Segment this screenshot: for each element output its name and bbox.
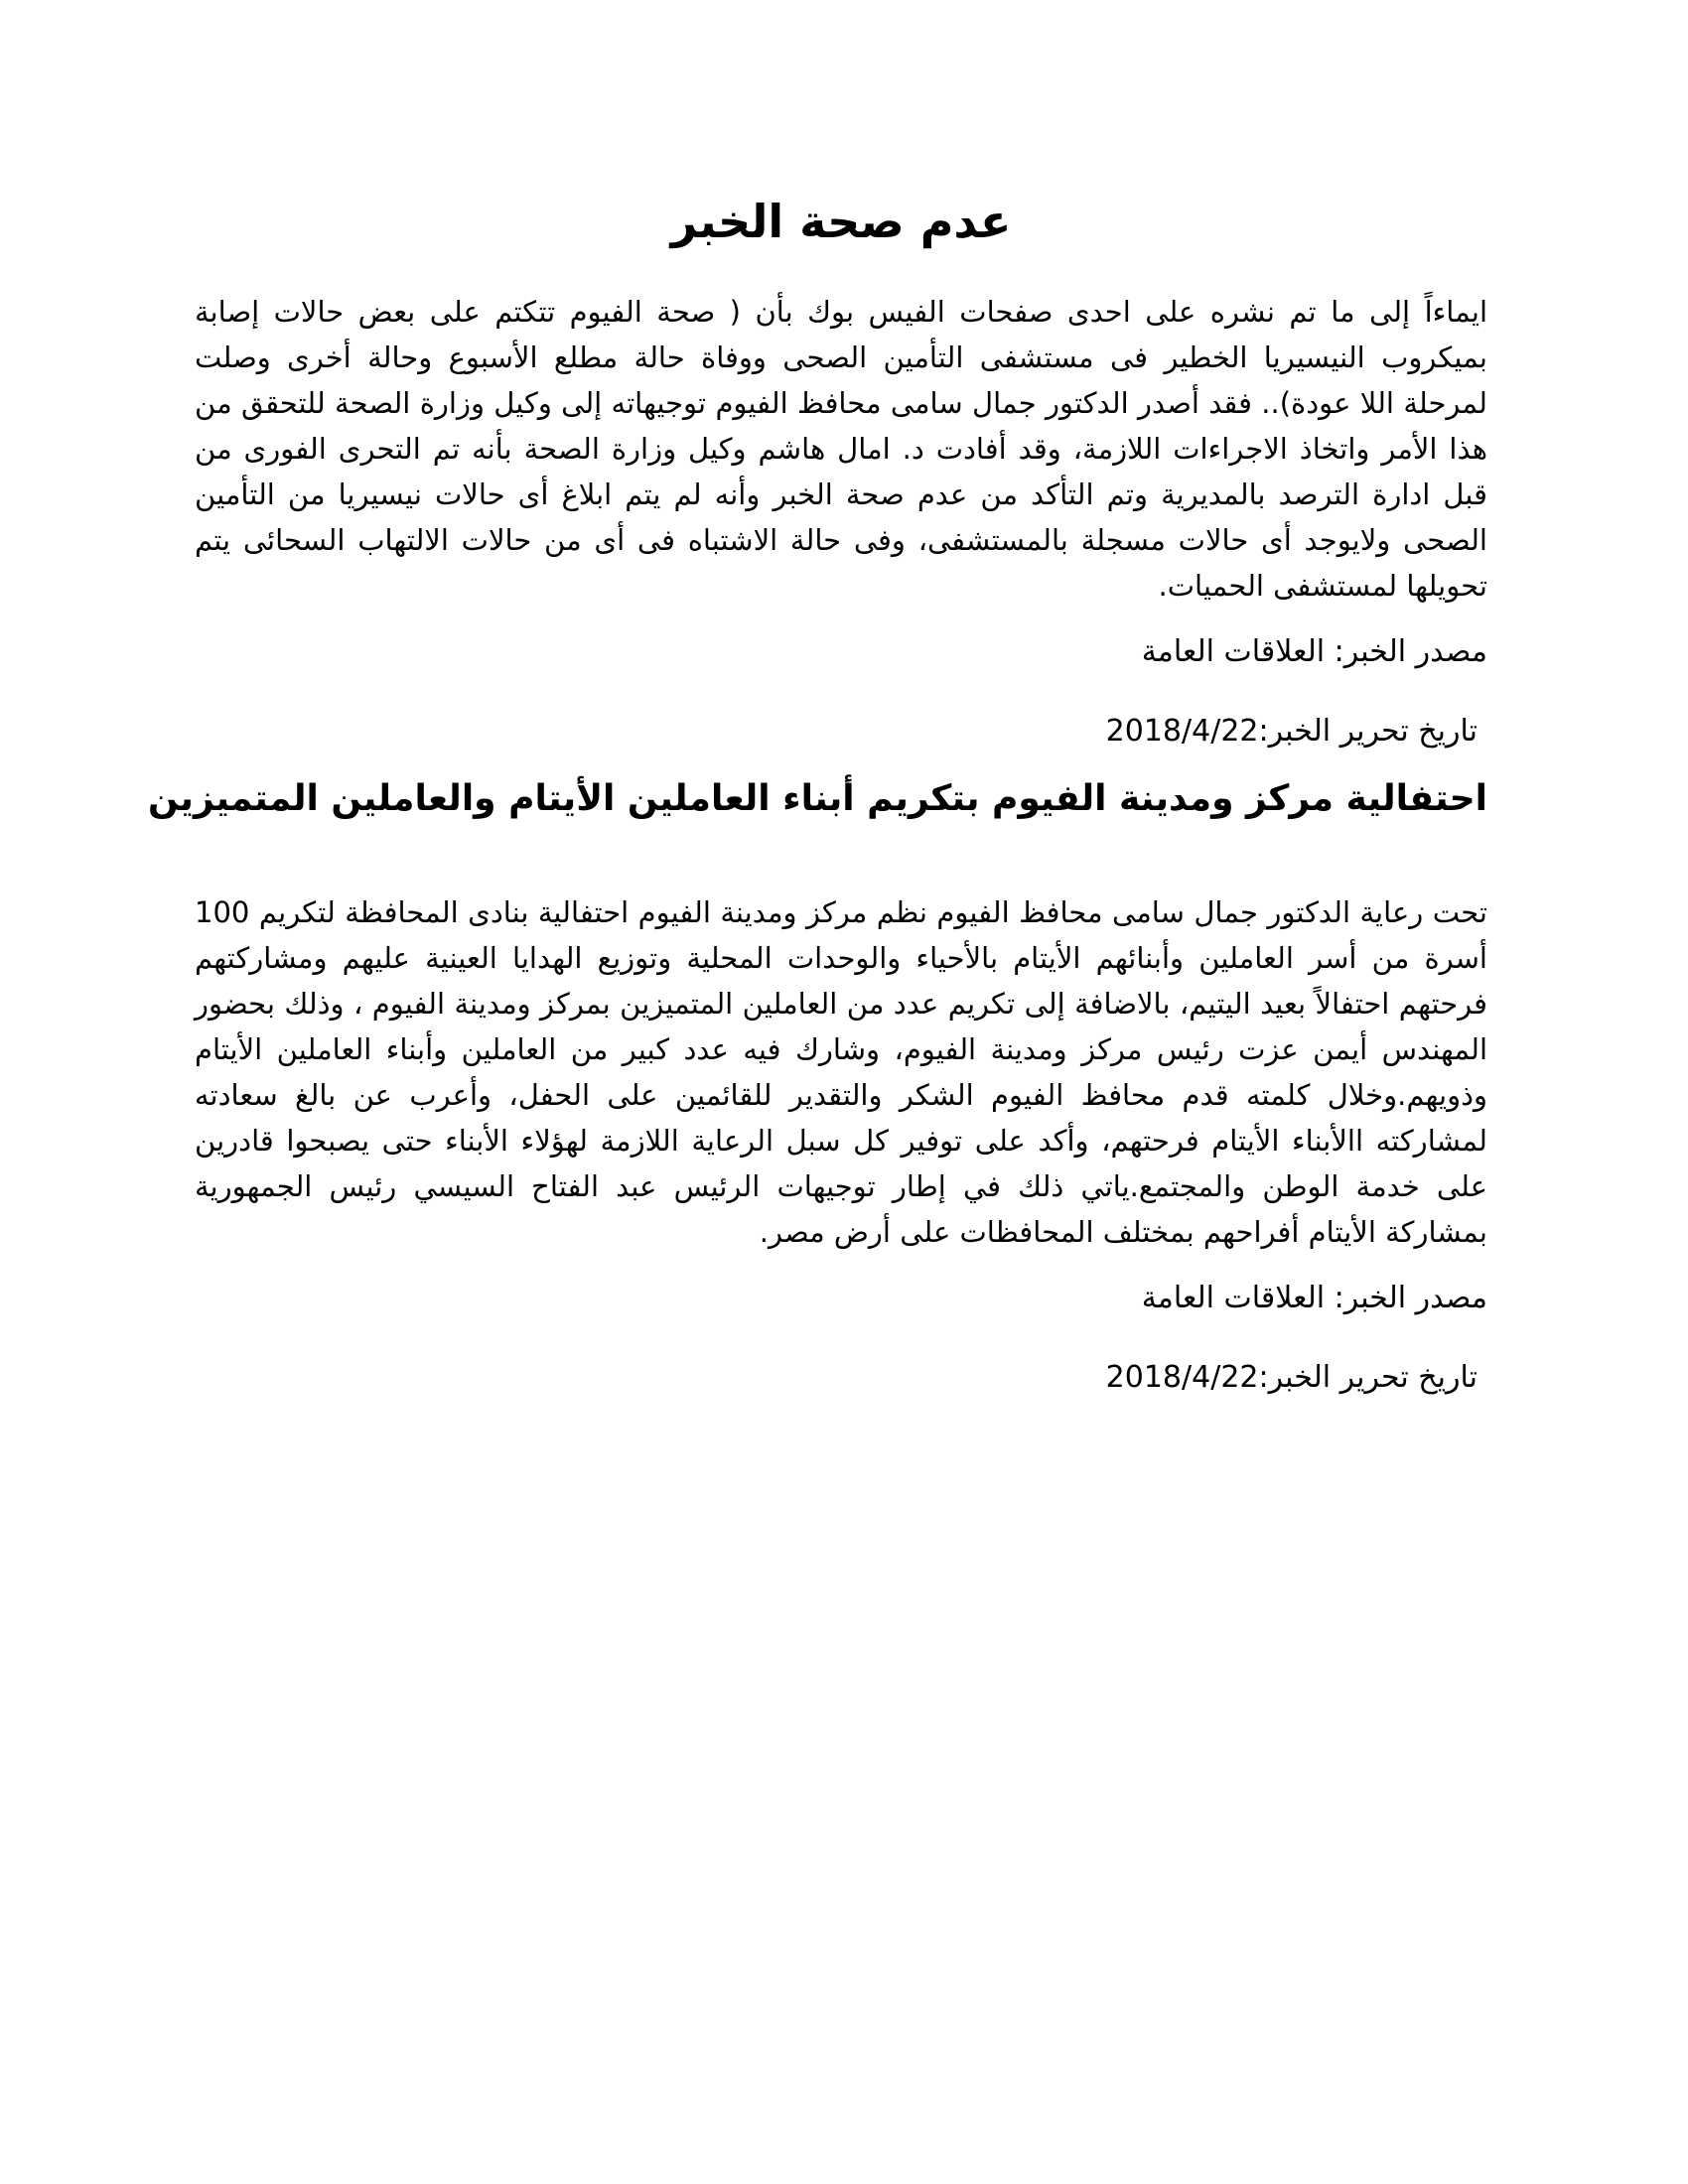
article-2-date: تاريخ تحرير الخبر:2018/4/22: [1105, 1360, 1477, 1396]
article-2-body: تحت رعاية الدكتور جمال سامى محافظ الفيوم نظم مركز ومدينة الفيوم احتفالية بنادى المحافظة لتكريم 100 أسرة من أسر العاملين وأبنائهم الأيتام بالأحياء والوحدات المحلية وتوزيع الهدايا العينية عليهم ومشاركتهم فرحتهم احتفالاً بعيد اليتيم، بالاضافة إلى تكريم عدد من العاملين المتميزين بمركز ومدينة الفيوم ، وذلك بحضور المهندس أيمن عزت رئيس مركز ومدينة الفيوم، وشارك فيه عدد كبير من العاملين وأبناء العاملين الأيتام وذويهم.وخلال كلمته قدم محافظ الفيوم الشكر والتقدير للقائمين على الحفل، وأعرب عن بالغ سعادته لمشاركته االأبناء الأيتام فرحتهم، وأكد على توفير كل سبل الرعاية اللازمة لهؤلاء الأبناء حتى يصبحوا قادرين على خدمة الوطن والمجتمع.ياتي ذلك في إطار توجيهات الرئيس عبد الفتاح السيسي رئيس الجمهورية بمشاركة الأيتام أفراحهم بمختلف المحافظات على أرض مصر.: [195, 895, 1487, 1250]
article-1-source: مصدر الخبر: العلاقات العامة: [1141, 634, 1487, 670]
article-orphans-celebration: [148, 777, 1487, 1396]
article-not-true-news: [195, 195, 1487, 750]
article-2-source: مصدر الخبر: العلاقات العامة: [1141, 1281, 1487, 1316]
article-1-body: ايماءاً إلى ما تم نشره على احدى صفحات الفيس بوك بأن ( صحة الفيوم تتكتم على بعض حالات إصابة بميكروب النيسيريا الخطير فى مستشفى التأمين الصحى ووفاة حالة مطلع الأسبوع وحالة أخرى وصلت لمرحلة اللا عودة).. فقد أصدر الدكتور جمال سامى محافظ الفيوم توجيهاته إلى وكيل وزارة الصحة للتحقق من هذا الأمر واتخاذ الاجراءات اللازمة، وقد أفادت د. امال هاشم وكيل وزارة الصحة بأنه تم التحرى الفورى من قبل ادارة الترصد بالمديرية وتم التأكد من عدم صحة الخبر وأنه لم يتم ابلاغ أى حالات نيسيريا من التأمين الصحى ولايوجد أى حالات مسجلة بالمستشفى، وفى حالة الاشتباه فى أى من حالات الالتهاب السحائى يتم تحويلها لمستشفى الحميات.: [195, 295, 1487, 604]
article-1-date: تاريخ تحرير الخبر:2018/4/22: [1105, 714, 1477, 750]
article-2-title: احتفالية مركز ومدينة الفيوم بتكريم أبناء العاملين الأيتام والعاملين المتميزين: [148, 778, 1487, 820]
document-content: [148, 195, 1487, 1396]
article-1-title: عدم صحة الخبر: [670, 195, 1012, 248]
